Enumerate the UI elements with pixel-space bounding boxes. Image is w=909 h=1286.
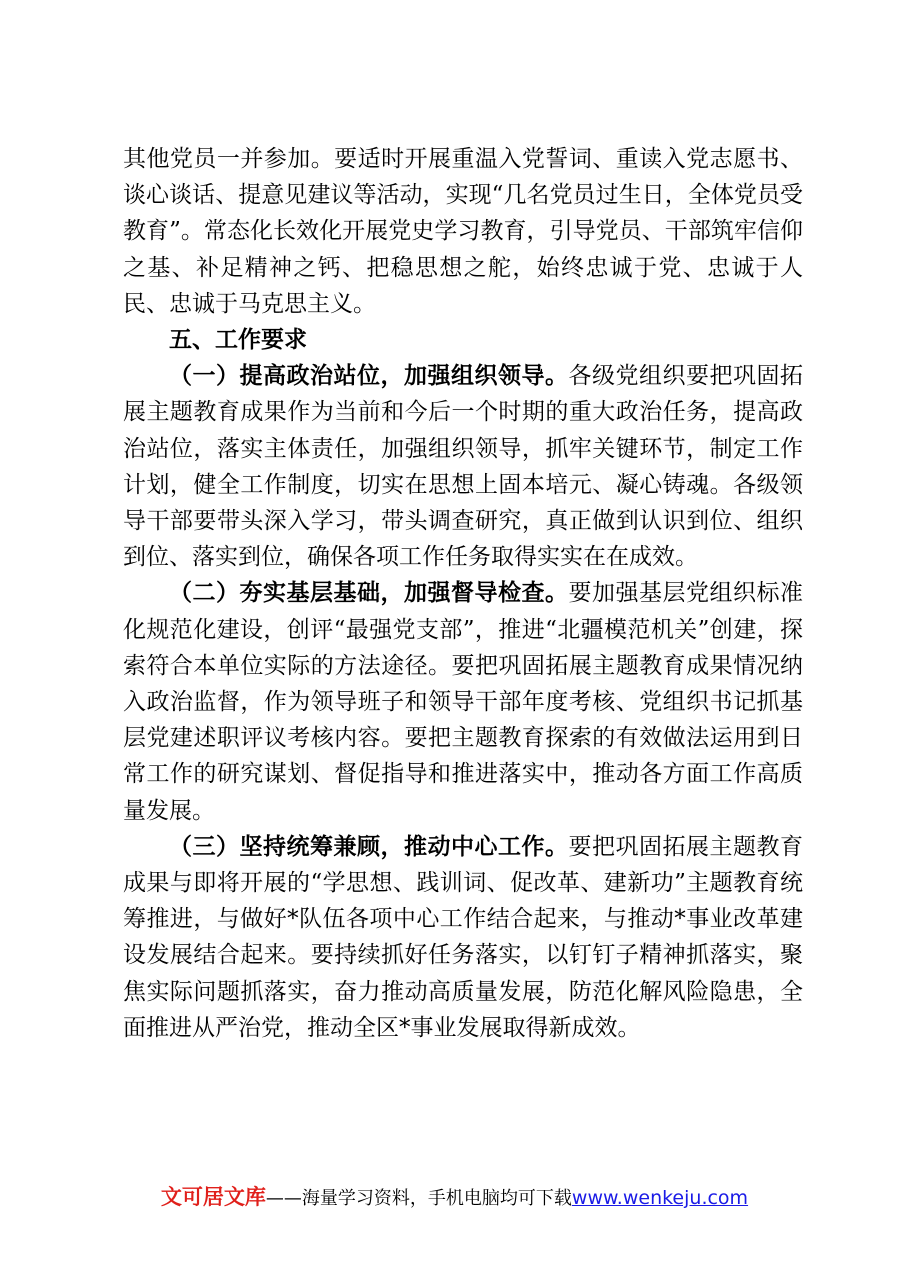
footer-banner <box>0 1181 909 1211</box>
item-body: 要把巩固拓展主题教育成果与即将开展的“学思想、践训词、促改革、建新功”主题教育统筹推进，与做好*队伍各项中心工作结合起来，与推动*事业改革建设发展结合起来。要持续抓好任务落实，以钉钉子精神抓落实，聚焦实际问题抓落实，奋力推动高质量发展，防范化解风险隐患，全面推进从严治党，推动全区*事业发展取得新成效。 <box>123 833 803 1041</box>
continued-paragraph: 其他党员一并参加。要适时开展重温入党誓词、重读入党志愿书、谈心谈话、提意见建议等活动，实现“几名党员过生日，全体党员受教育”。常态化长效化开展党史学习教育，引导党员、干部筑牢信仰之基、补足精神之钙、把稳思想之舵，始终忠诚于党、忠诚于人民、忠诚于马克思主义。 <box>123 146 803 317</box>
document-body <box>123 141 803 1046</box>
list-item <box>123 829 803 1046</box>
item-lead: （二）夯实基层基础，加强督导检查。 <box>169 579 569 607</box>
footer-brand: 文可居文库 <box>160 1185 266 1209</box>
list-item <box>123 575 803 828</box>
footer-tagline: ——海量学习资料，手机电脑均可下载 <box>265 1188 572 1209</box>
footer-site-link[interactable]: www.wenkeju.com <box>571 1187 749 1209</box>
item-lead: （一）提高政治站位，加强组织领导。 <box>169 362 569 390</box>
list-item <box>123 358 803 575</box>
item-body: 要加强基层党组织标准化规范化建设，创评“最强党支部”，推进“北疆模范机关”创建，探索符合本单位实际的方法途径。要把巩固拓展主题教育成果情况纳入政治监督，作为领导班子和领导干部年度考核、党组织书记抓基层党建述职评议考核内容。要把主题教育探索的有效做法运用到日常工作的研究谋划、督促指导和推进落实中，推动各方面工作高质量发展。 <box>123 580 803 824</box>
section-heading: 五、工作要求 <box>169 327 307 354</box>
item-lead: （三）坚持统筹兼顾，推动中心工作。 <box>169 832 569 860</box>
item-body: 各级党组织要把巩固拓展主题教育成果作为当前和今后一个时期的重大政治任务，提高政治站位，落实主体责任，加强组织领导，抓牢关键环节，制定工作计划，健全工作制度，切实在思想上固本培元、凝心铸魂。各级领导干部要带头深入学习，带头调查研究，真正做到认识到位、组织到位、落实到位，确保各项工作任务取得实实在在成效。 <box>123 363 803 571</box>
